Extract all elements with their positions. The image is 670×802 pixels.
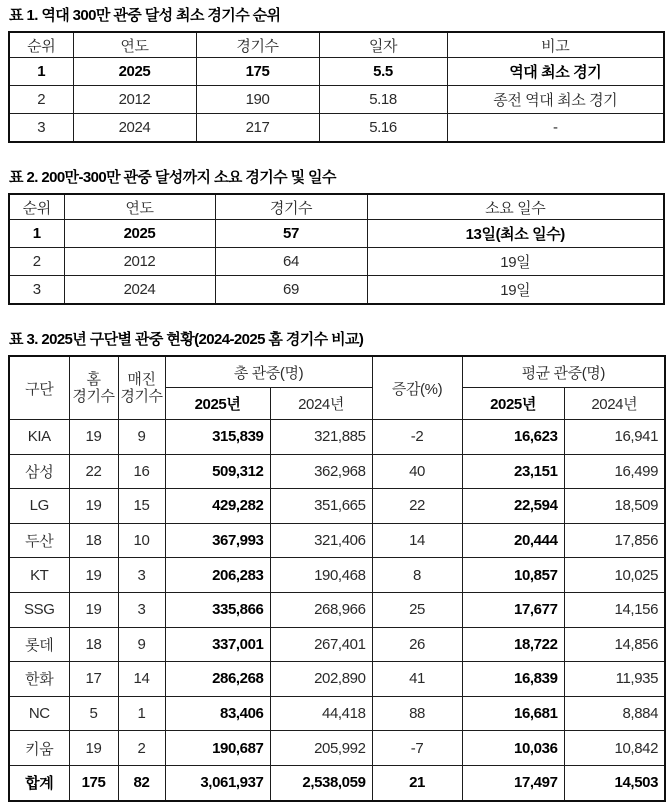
- year-cell: 2025: [64, 220, 215, 248]
- games-cell: 190: [196, 86, 319, 114]
- header-total-attendance: 총 관중(명): [165, 356, 372, 388]
- rank-cell: 2: [9, 86, 73, 114]
- total-2024-cell: 44,418: [270, 696, 372, 731]
- table-row: [9, 454, 665, 489]
- year-cell: 2024: [64, 276, 215, 305]
- year-cell: 2012: [73, 86, 196, 114]
- header-avg-2025: 2025년: [462, 388, 564, 420]
- sellout-games-cell: 3: [118, 558, 165, 593]
- header-sellout-games: [118, 356, 165, 420]
- change-cell: -7: [372, 731, 462, 766]
- avg-2025-cell: 20,444: [462, 523, 564, 558]
- header-date: 일자: [319, 32, 447, 58]
- team-cell: NC: [9, 696, 69, 731]
- note-cell: 종전 역대 최소 경기: [447, 86, 664, 114]
- avg-2025-cell: 10,857: [462, 558, 564, 593]
- home-games-cell: 19: [69, 420, 118, 455]
- header-note: 비고: [447, 32, 664, 58]
- header-home-games: [69, 356, 118, 420]
- avg-2024-cell: 10,842: [564, 731, 665, 766]
- table1: [8, 31, 665, 143]
- sellout-games-cell: 1: [118, 696, 165, 731]
- total-2025-cell: 286,268: [165, 662, 270, 697]
- header-games: 경기수: [215, 194, 367, 220]
- avg-2025-cell: 18,722: [462, 627, 564, 662]
- sellout-games-cell: 3: [118, 592, 165, 627]
- table-row: [9, 420, 665, 455]
- year-cell: 2024: [73, 114, 196, 143]
- avg-2024-cell: 16,499: [564, 454, 665, 489]
- change-cell: -2: [372, 420, 462, 455]
- table1-section: [8, 4, 663, 143]
- sellout-games-cell: 14: [118, 662, 165, 697]
- header-year: 연도: [73, 32, 196, 58]
- header-sellout-games-line2: 경기수: [120, 388, 163, 405]
- header-change-pct: 증감(%): [372, 356, 462, 420]
- header-year: 연도: [64, 194, 215, 220]
- home-games-cell: 175: [69, 765, 118, 800]
- table2-title: 표 2. 200만-300만 관중 달성까지 소요 경기수 및 일수: [9, 169, 336, 186]
- change-cell: 25: [372, 592, 462, 627]
- total-2024-cell: 321,406: [270, 523, 372, 558]
- total-2025-cell: 335,866: [165, 592, 270, 627]
- avg-2025-cell: 16,681: [462, 696, 564, 731]
- sellout-games-cell: 2: [118, 731, 165, 766]
- table2-section: [8, 166, 663, 305]
- home-games-cell: 19: [69, 489, 118, 524]
- rank-cell: 1: [9, 220, 64, 248]
- table-row: [9, 558, 665, 593]
- table-row: [9, 220, 664, 248]
- table-row: [9, 114, 664, 143]
- rank-cell: 2: [9, 248, 64, 276]
- change-cell: 26: [372, 627, 462, 662]
- table-row: [9, 58, 664, 86]
- sellout-games-cell: 9: [118, 627, 165, 662]
- header-days: 소요 일수: [367, 194, 664, 220]
- table3: [8, 355, 666, 802]
- table3-title: 표 3. 2025년 구단별 관중 현황(2024-2025 홈 경기수 비교): [9, 331, 364, 348]
- table-row: [9, 248, 664, 276]
- games-cell: 175: [196, 58, 319, 86]
- avg-2024-cell: 14,856: [564, 627, 665, 662]
- table-row: [9, 731, 665, 766]
- table-row: [9, 523, 665, 558]
- table2-header-row: [9, 194, 664, 220]
- home-games-cell: 19: [69, 558, 118, 593]
- year-cell: 2012: [64, 248, 215, 276]
- rank-cell: 3: [9, 114, 73, 143]
- total-2024-cell: 2,538,059: [270, 765, 372, 800]
- table-row: [9, 489, 665, 524]
- home-games-cell: 18: [69, 627, 118, 662]
- home-games-cell: 19: [69, 592, 118, 627]
- team-cell: KIA: [9, 420, 69, 455]
- total-2025-cell: 367,993: [165, 523, 270, 558]
- header-games: 경기수: [196, 32, 319, 58]
- total-2025-cell: 509,312: [165, 454, 270, 489]
- avg-2025-cell: 10,036: [462, 731, 564, 766]
- change-cell: 41: [372, 662, 462, 697]
- sellout-games-cell: 15: [118, 489, 165, 524]
- table2: [8, 193, 665, 305]
- sellout-games-cell: 10: [118, 523, 165, 558]
- header-team: 구단: [9, 356, 69, 420]
- change-cell: 22: [372, 489, 462, 524]
- total-2025-cell: 190,687: [165, 731, 270, 766]
- games-cell: 57: [215, 220, 367, 248]
- header-rank: 순위: [9, 194, 64, 220]
- team-cell: 삼성: [9, 454, 69, 489]
- total-2025-cell: 429,282: [165, 489, 270, 524]
- team-cell: 두산: [9, 523, 69, 558]
- team-cell: LG: [9, 489, 69, 524]
- avg-2024-cell: 10,025: [564, 558, 665, 593]
- change-cell: 88: [372, 696, 462, 731]
- table-total-row: [9, 765, 665, 800]
- header-sellout-games-line1: 매진: [127, 370, 156, 388]
- team-cell: 합계: [9, 765, 69, 800]
- avg-2025-cell: 17,677: [462, 592, 564, 627]
- header-avg-attendance: 평균 관중(명): [462, 356, 665, 388]
- avg-2025-cell: 22,594: [462, 489, 564, 524]
- avg-2024-cell: 11,935: [564, 662, 665, 697]
- days-cell: 19일: [367, 276, 664, 305]
- change-cell: 40: [372, 454, 462, 489]
- home-games-cell: 5: [69, 696, 118, 731]
- rank-cell: 3: [9, 276, 64, 305]
- avg-2024-cell: 14,156: [564, 592, 665, 627]
- sellout-games-cell: 16: [118, 454, 165, 489]
- team-cell: SSG: [9, 592, 69, 627]
- header-home-games-line1: 홈: [86, 370, 101, 388]
- change-cell: 8: [372, 558, 462, 593]
- games-cell: 64: [215, 248, 367, 276]
- table-row: [9, 276, 664, 305]
- games-cell: 217: [196, 114, 319, 143]
- days-cell: 19일: [367, 248, 664, 276]
- header-home-games-line2: 경기수: [72, 388, 115, 405]
- date-cell: 5.16: [319, 114, 447, 143]
- days-cell: 13일(최소 일수): [367, 220, 664, 248]
- home-games-cell: 22: [69, 454, 118, 489]
- note-cell: -: [447, 114, 664, 143]
- table-row: [9, 627, 665, 662]
- date-cell: 5.18: [319, 86, 447, 114]
- total-2025-cell: 337,001: [165, 627, 270, 662]
- avg-2024-cell: 16,941: [564, 420, 665, 455]
- avg-2025-cell: 17,497: [462, 765, 564, 800]
- note-cell: 역대 최소 경기: [447, 58, 664, 86]
- total-2024-cell: 362,968: [270, 454, 372, 489]
- header-total-2025: 2025년: [165, 388, 270, 420]
- sellout-games-cell: 82: [118, 765, 165, 800]
- avg-2025-cell: 16,839: [462, 662, 564, 697]
- change-cell: 21: [372, 765, 462, 800]
- table-row: [9, 86, 664, 114]
- avg-2024-cell: 14,503: [564, 765, 665, 800]
- table1-header-row: [9, 32, 664, 58]
- avg-2025-cell: 16,623: [462, 420, 564, 455]
- avg-2024-cell: 8,884: [564, 696, 665, 731]
- table-row: [9, 696, 665, 731]
- total-2025-cell: 315,839: [165, 420, 270, 455]
- total-2024-cell: 205,992: [270, 731, 372, 766]
- change-cell: 14: [372, 523, 462, 558]
- home-games-cell: 19: [69, 731, 118, 766]
- table1-title: 표 1. 역대 300만 관중 달성 최소 경기수 순위: [9, 7, 281, 24]
- header-total-2024: 2024년: [270, 388, 372, 420]
- home-games-cell: 18: [69, 523, 118, 558]
- team-cell: 키움: [9, 731, 69, 766]
- team-cell: KT: [9, 558, 69, 593]
- total-2024-cell: 267,401: [270, 627, 372, 662]
- year-cell: 2025: [73, 58, 196, 86]
- date-cell: 5.5: [319, 58, 447, 86]
- table-row: [9, 662, 665, 697]
- team-cell: 롯데: [9, 627, 69, 662]
- total-2024-cell: 202,890: [270, 662, 372, 697]
- home-games-cell: 17: [69, 662, 118, 697]
- rank-cell: 1: [9, 58, 73, 86]
- table-row: [9, 592, 665, 627]
- table3-header-row-1: [9, 356, 665, 388]
- total-2024-cell: 321,885: [270, 420, 372, 455]
- total-2024-cell: 190,468: [270, 558, 372, 593]
- avg-2025-cell: 23,151: [462, 454, 564, 489]
- total-2025-cell: 3,061,937: [165, 765, 270, 800]
- team-cell: 한화: [9, 662, 69, 697]
- total-2024-cell: 268,966: [270, 592, 372, 627]
- total-2025-cell: 206,283: [165, 558, 270, 593]
- total-2025-cell: 83,406: [165, 696, 270, 731]
- table3-section: [8, 328, 663, 802]
- header-rank: 순위: [9, 32, 73, 58]
- header-avg-2024: 2024년: [564, 388, 665, 420]
- avg-2024-cell: 18,509: [564, 489, 665, 524]
- avg-2024-cell: 17,856: [564, 523, 665, 558]
- total-2024-cell: 351,665: [270, 489, 372, 524]
- games-cell: 69: [215, 276, 367, 305]
- sellout-games-cell: 9: [118, 420, 165, 455]
